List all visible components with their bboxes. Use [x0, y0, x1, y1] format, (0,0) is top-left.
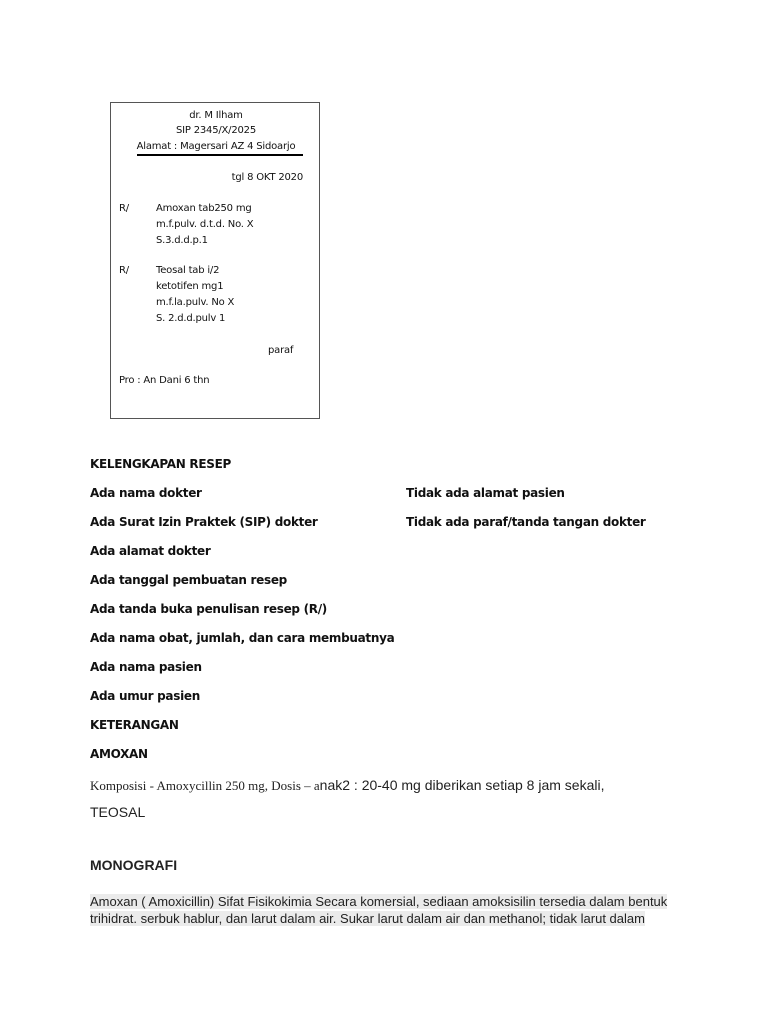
- rx-address: Alamat : Magersari AZ 4 Sidoarjo: [136, 141, 296, 152]
- rx2-line2: ketotifen mg1: [156, 281, 224, 292]
- rx2-line3: m.f.la.pulv. No X: [156, 297, 235, 308]
- present-item: Ada tanda buka penulisan resep (R/): [90, 602, 327, 616]
- amoxan-description: [90, 775, 605, 794]
- rx-patient: Pro : An Dani 6 thn: [119, 375, 210, 386]
- amoxan-text-part1: Komposisi - Amoxycillin 250 mg, Dosis – a: [90, 778, 320, 793]
- rx-sip: SIP 2345/X/2025: [176, 125, 256, 136]
- monografi-heading: MONOGRAFI: [90, 857, 178, 873]
- present-item: Ada Surat Izin Praktek (SIP) dokter: [90, 515, 318, 529]
- present-item: Ada umur pasien: [90, 689, 200, 703]
- monografi-line2: [90, 911, 645, 926]
- rx2-line1: Teosal tab i/2: [156, 265, 220, 276]
- rx2-line4: S. 2.d.d.pulv 1: [156, 313, 226, 324]
- teosal-heading: TEOSAL: [90, 804, 146, 820]
- present-item: Ada nama obat, jumlah, dan cara membuatnya: [90, 631, 395, 645]
- kelengkapan-heading: KELENGKAPAN RESEP: [90, 457, 231, 471]
- monografi-line2-text: trihidrat. serbuk hablur, dan larut dalam air. Sukar larut dalam air dan methanol; tidak larut dalam: [90, 911, 645, 926]
- prescription-box: [110, 102, 320, 419]
- rx-address-underline: [137, 154, 303, 156]
- rx2-symbol: R/: [119, 265, 129, 276]
- rx-paraf: paraf: [268, 345, 294, 356]
- missing-item: Tidak ada alamat pasien: [406, 486, 565, 500]
- keterangan-heading: KETERANGAN: [90, 718, 179, 732]
- rx1-line2: m.f.pulv. d.t.d. No. X: [156, 219, 254, 230]
- rx1-symbol: R/: [119, 203, 129, 214]
- amoxan-heading: AMOXAN: [90, 747, 148, 761]
- rx1-line1: Amoxan tab250 mg: [156, 203, 252, 214]
- missing-item: Tidak ada paraf/tanda tangan dokter: [406, 515, 646, 529]
- rx-date: tgl 8 OKT 2020: [231, 172, 303, 183]
- rx1-line3: S.3.d.d.p.1: [156, 235, 208, 246]
- monografi-line1: [90, 894, 667, 909]
- monografi-line1-text: Amoxan ( Amoxicillin) Sifat Fisikokimia Secara komersial, sediaan amoksisilin tersedia dalam bentuk: [90, 894, 668, 909]
- present-item: Ada tanggal pembuatan resep: [90, 573, 287, 587]
- present-item: Ada nama dokter: [90, 486, 202, 500]
- rx-doctor-name: dr. M Ilham: [189, 110, 243, 121]
- amoxan-text-part2: nak2 : 20-40 mg diberikan setiap 8 jam sekali,: [319, 777, 605, 793]
- present-item: Ada nama pasien: [90, 660, 202, 674]
- present-item: Ada alamat dokter: [90, 544, 211, 558]
